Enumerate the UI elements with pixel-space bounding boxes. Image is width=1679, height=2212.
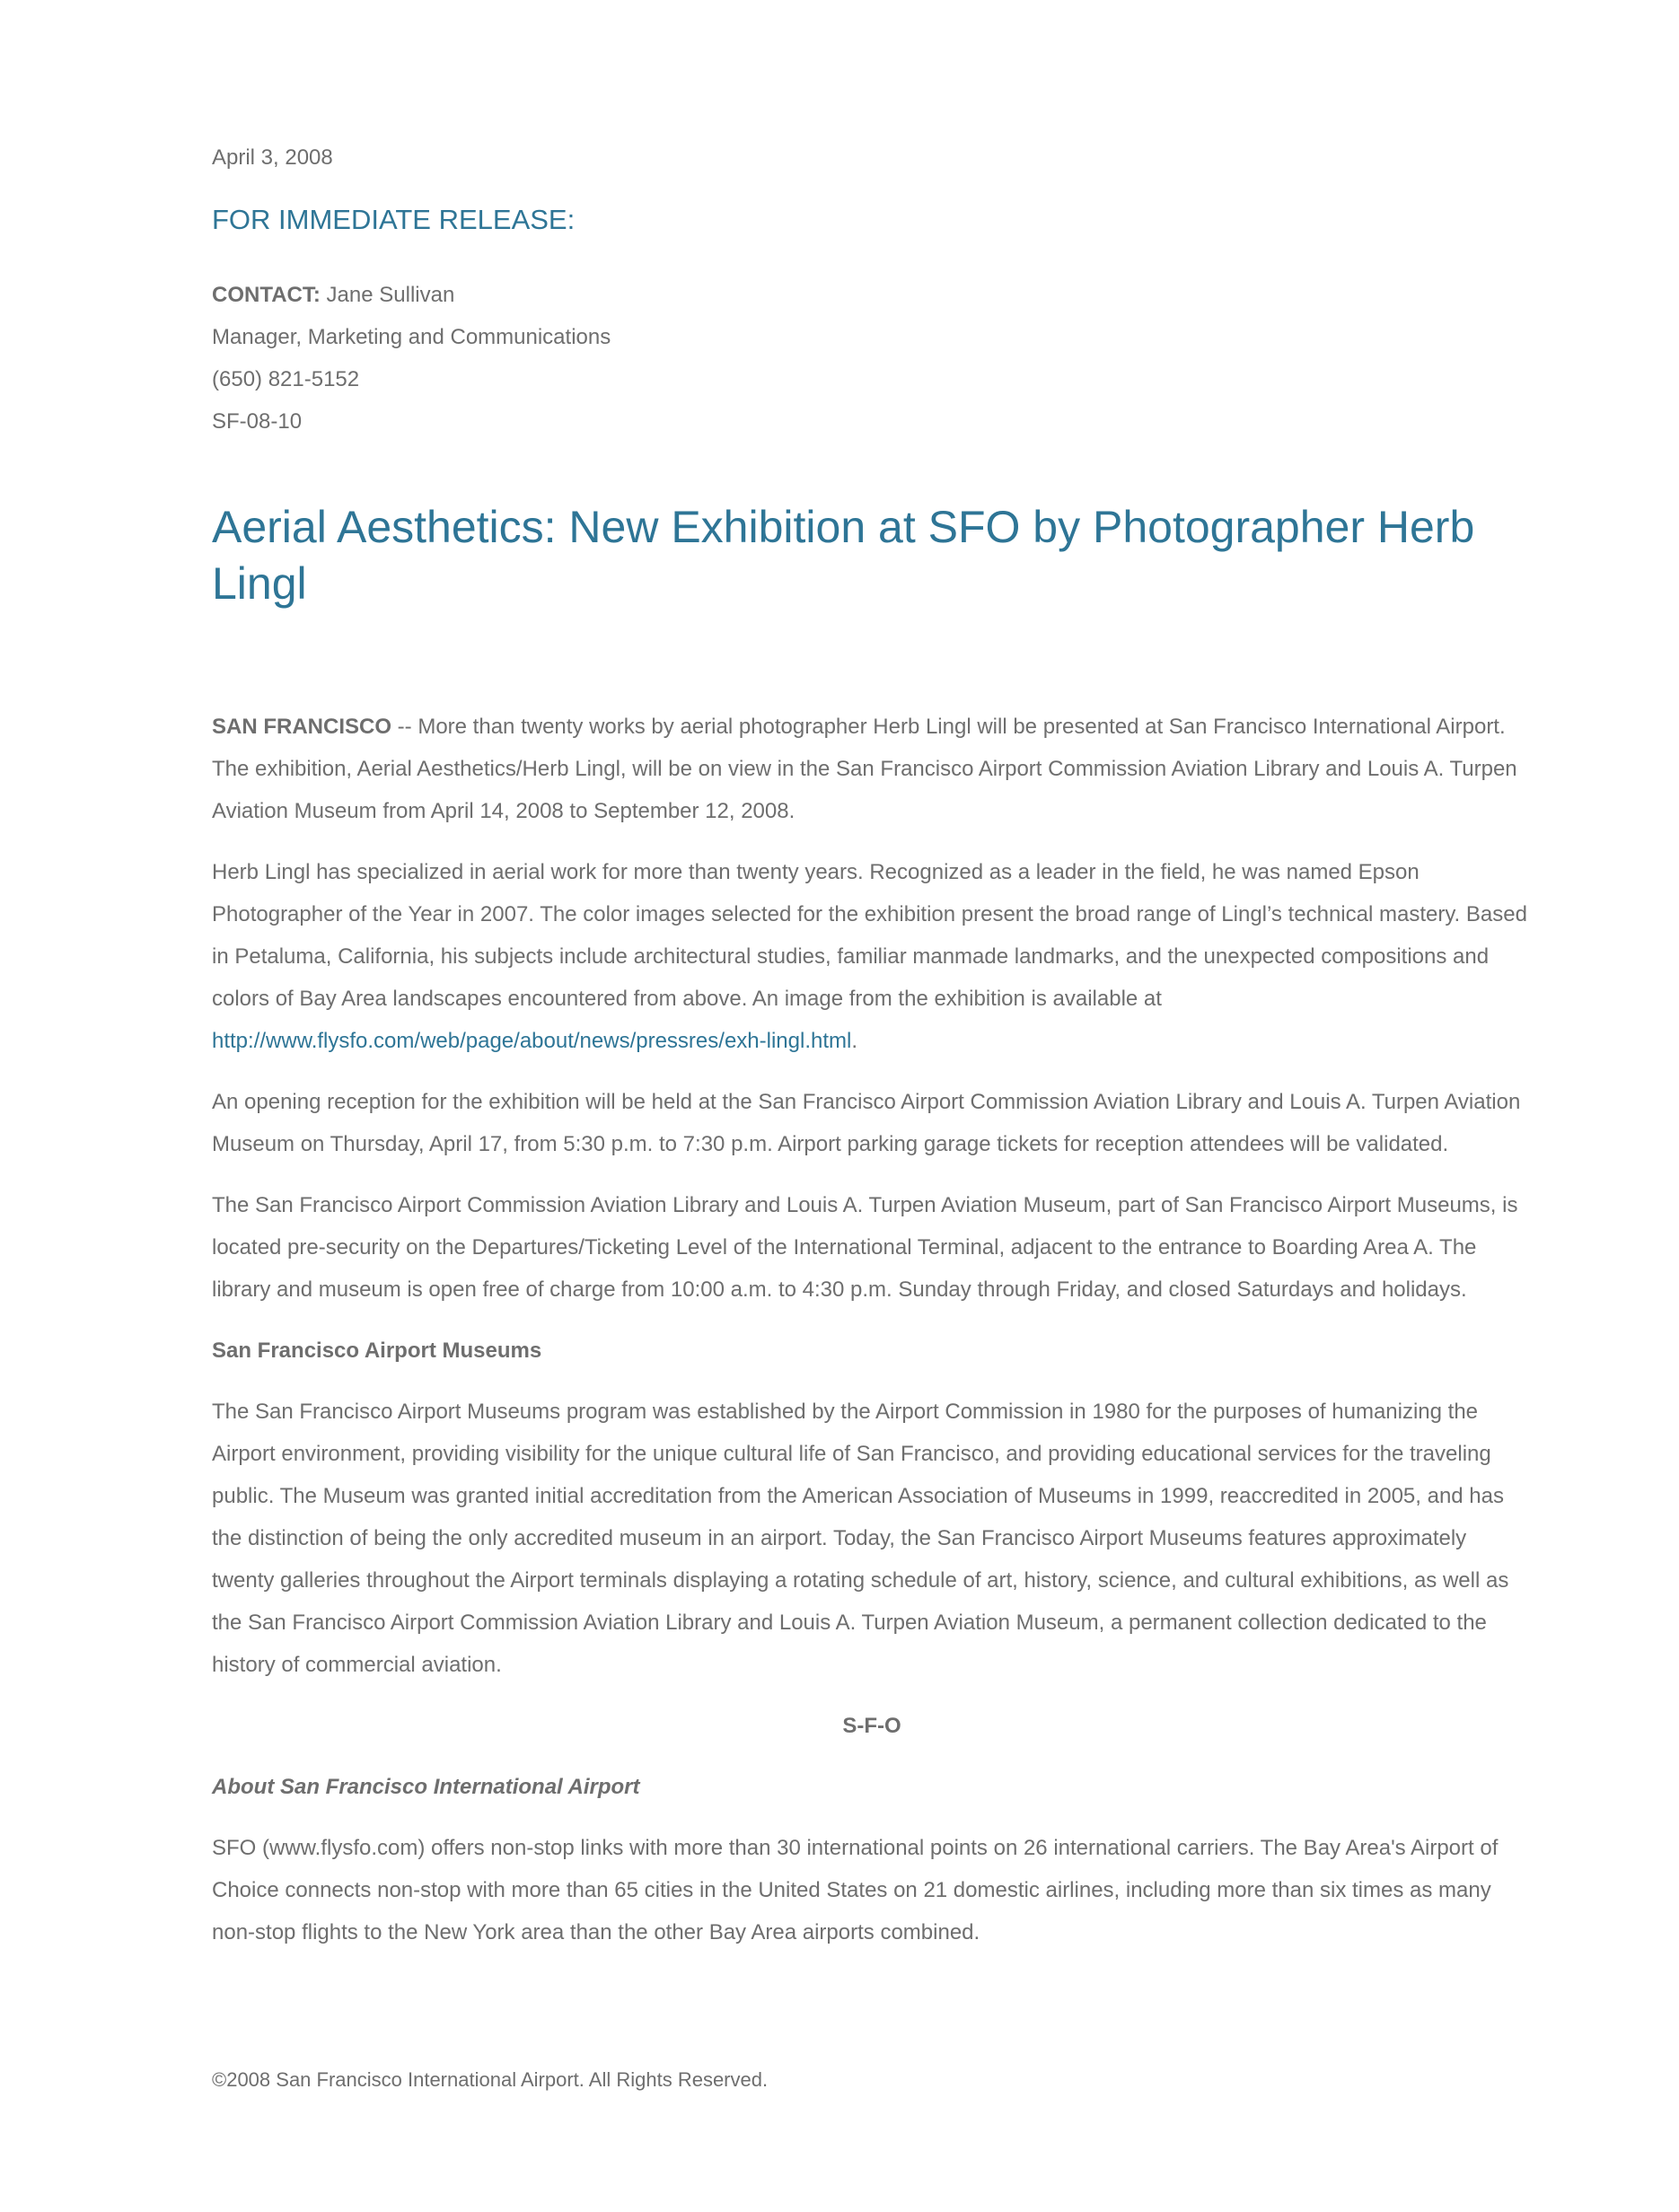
- article-body: [212, 706, 1532, 1972]
- paragraph-reception: An opening reception for the exhibition will be held at the San Francisco Airport Commission Aviation Library and Louis A. Turpen Aviation Museum on Thursday, April 17, from 5:30 p.m. to 7:30 p.m. Airport parking garage tickets for reception attendees will be validated.: [212, 1090, 1521, 1156]
- contact-title: Manager, Marketing and Communications: [212, 325, 611, 349]
- contact-phone: (650) 821-5152: [212, 367, 360, 391]
- release-label: FOR IMMEDIATE RELEASE:: [212, 204, 576, 235]
- contact-label: CONTACT:: [212, 283, 321, 307]
- release-date: April 3, 2008: [212, 145, 333, 170]
- release-number: SF-08-10: [212, 409, 303, 434]
- about-section: [212, 1766, 1532, 1953]
- museums-section: [212, 1330, 1532, 1686]
- paragraph-artist-text: Herb Lingl has specialized in aerial work for more than twenty years. Recognized as a leader in the field, he was named Epson Photographer of the Year in 2007. The color images selected for the exhibition present the broad range of Lingl’s technical mastery. Based in Petaluma, California, his subjects include architectural studies, familiar manmade landmarks, and the unexpected compositions and colors of Bay Area landscapes encountered from above. An image from the exhibition is available at: [212, 860, 1527, 1011]
- contact-line: [212, 274, 611, 316]
- paragraph-artist: [212, 851, 1532, 1062]
- paragraph-intro: [212, 706, 1532, 832]
- copyright-footer: ©2008 San Francisco International Airport. All Rights Reserved.: [212, 2068, 769, 2091]
- contact-block: [212, 274, 611, 443]
- dateline: SAN FRANCISCO: [212, 715, 392, 739]
- paragraph-artist-end: .: [851, 1029, 857, 1053]
- about-section-title: About San Francisco International Airport: [212, 1775, 640, 1799]
- museums-section-title: San Francisco Airport Museums: [212, 1339, 542, 1363]
- sfo-end-mark: S-F-O: [842, 1714, 901, 1738]
- paragraph-location: The San Francisco Airport Commission Aviation Library and Louis A. Turpen Aviation Museum, part of San Francisco Airport Museums, is located pre-security on the Departures/Ticketing Level of the International Terminal, adjacent to the entrance to Boarding Area A. The library and museum is open free of charge from 10:00 a.m. to 4:30 p.m. Sunday through Friday, and closed Saturdays and holidays.: [212, 1193, 1518, 1302]
- paragraph-intro-text: -- More than twenty works by aerial photographer Herb Lingl will be presented at San Francisco International Airport. The exhibition, Aerial Aesthetics/Herb Lingl, will be on view in the San Francisco Airport Commission Aviation Library and Louis A. Turpen Aviation Museum from April 14, 2008 to September 12, 2008.: [212, 715, 1517, 823]
- about-section-text: SFO (www.flysfo.com) offers non-stop links with more than 30 international points on 26 international carriers. The Bay Area's Airport of Choice connects non-stop with more than 65 cities in the United States on 21 domestic airlines, including more than six times as many non-stop flights to the New York area than the other Bay Area airports combined.: [212, 1836, 1499, 1944]
- exhibition-image-link[interactable]: http://www.flysfo.com/web/page/about/news/pressres/exh-lingl.html: [212, 1029, 852, 1053]
- museums-section-text: The San Francisco Airport Museums program was established by the Airport Commission in 1980 for the purposes of humanizing the Airport environment, providing visibility for the unique cultural life of San Francisco, and providing educational services for the traveling public. The Museum was granted initial accreditation from the American Association of Museums in 1999, reaccredited in 2005, and has the distinction of being the only accredited museum in an airport. Today, the San Francisco Airport Museums features approximately twenty galleries throughout the Airport terminals displaying a rotating schedule of art, history, science, and cultural exhibitions, as well as the San Francisco Airport Commission Aviation Library and Louis A. Turpen Aviation Museum, a permanent collection dedicated to the history of commercial aviation.: [212, 1400, 1509, 1677]
- headline: Aerial Aesthetics: New Exhibition at SFO by Photographer Herb Lingl: [212, 502, 1475, 609]
- contact-name: Jane Sullivan: [320, 283, 455, 307]
